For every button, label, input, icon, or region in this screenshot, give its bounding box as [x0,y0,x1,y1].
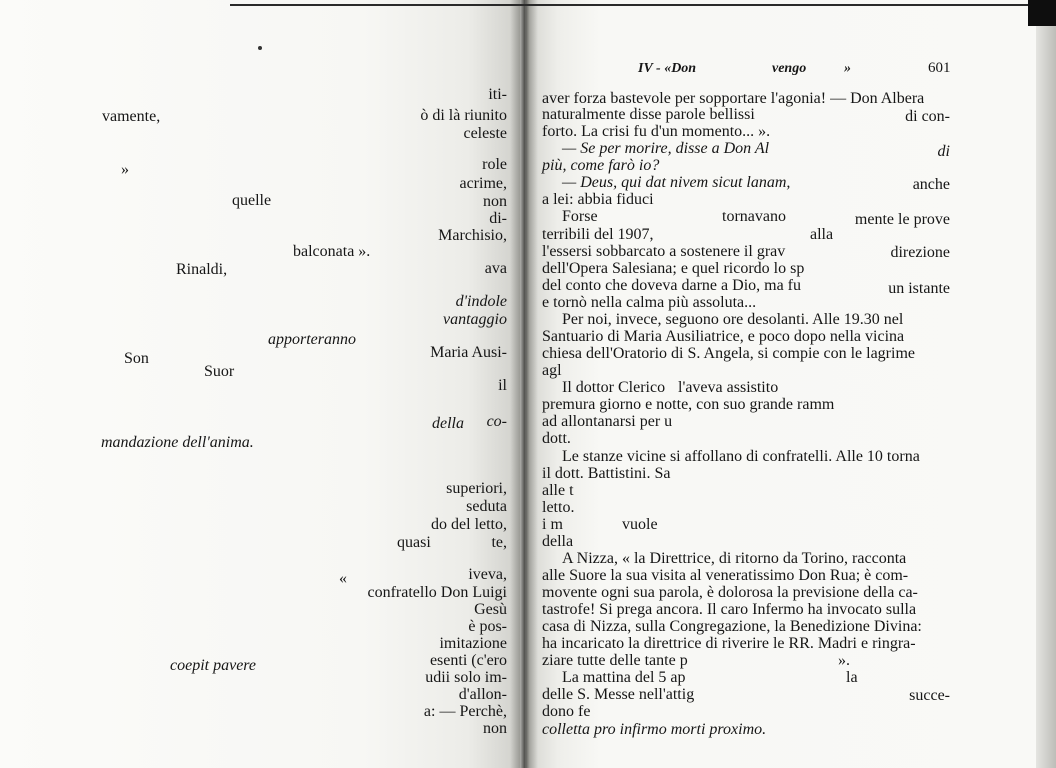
left-fragment: coepit pavere [170,657,257,674]
text-line: naturalmente disse parole bellissi [542,106,755,123]
text-line: di con- [905,108,950,125]
text-line: Il dottor Clerico [562,379,666,396]
left-line: quasi [397,534,431,551]
text-line: ziare tutte delle tante p [542,652,688,669]
text-line: aver forza bastevole per sopportare l'agonia! — Don Albera [542,90,925,107]
left-line-right: è pos- [468,618,507,635]
text-line: alle t [542,482,574,499]
left-line-right: a: — Perchè, [423,703,507,720]
text-line: — Se per morire, disse a Don Al [562,140,770,157]
text-line: movente ogni sua parola, è dolorosa la previsione della ca- [542,584,918,601]
running-head-chapter: IV - «Don [638,61,697,76]
text-line: vuole [622,516,658,533]
text-line: succe- [909,687,950,704]
text-line: della [542,533,574,550]
text-line: mente le prove [854,211,950,228]
left-fragment: Son [124,350,149,367]
left-line-right: non [483,193,507,210]
text-line: A Nizza, « la Direttrice, di ritorno da Torino, racconta [562,550,907,567]
text-line: delle S. Messe nell'attig [542,686,695,703]
left-line-right: celeste [463,125,507,142]
left-line-right: d'allon- [458,686,507,703]
text-line: dott. [542,430,571,447]
running-head-word: vengo [772,61,807,76]
scan-corner [1028,0,1056,26]
left-line-right: il [498,377,507,394]
text-line: Santuario di Maria Ausiliatrice, e poco dopo nella vicina [542,328,905,345]
text-line: l'aveva assistito [678,379,779,396]
left-fragment: « [339,570,347,587]
text-line: — Deus, qui dat nivem sicut lanam, [562,174,791,191]
left-fragment: » [121,161,129,178]
left-fragment: Suor [204,363,235,380]
left-line-right: di- [489,210,507,227]
left-line-right: iveva, [468,566,507,583]
left-line-right: imitazione [439,635,507,652]
text-line: tornavano [722,208,786,225]
left-line-right: superiori, [446,480,507,497]
left-fragment: quelle [232,192,272,209]
text-line: un istante [888,280,950,297]
text-line: Forse [562,208,598,225]
text-line: ad allontanarsi per u [542,413,673,430]
ink-speck [258,46,262,50]
left-line-right: Maria Ausi- [430,344,507,361]
text-line: il dott. Battistini. Sa [542,465,671,482]
text-line: premura giorno e notte, con suo grande ramm [542,396,835,413]
left-line-right: iti- [488,86,507,103]
left-line-right: ò di là riunito [420,107,507,124]
left-line-right: te, [491,534,507,551]
text-line: terribili del 1907, [542,226,654,243]
left-fragment: apporteranno [268,331,356,348]
text-line: tastrofe! Si prega ancora. Il caro Infermo ha invocato sulla [542,601,917,618]
text-line: Le stanze vicine si affollano di confratelli. Alle 10 torna [562,448,920,465]
text-line: l'essersi sobbarcato a sostenere il grav [542,243,786,260]
text-line: agl [542,362,562,379]
left-fragment: vamente, [102,108,161,125]
left-line-right: ava [484,260,507,277]
left-line-right: role [482,156,507,173]
text-line: dell'Opera Salesiana; e quel ricordo lo sp [542,260,805,277]
text-line: casa di Nizza, sulla Congregazione, la Benedizione Divina: [542,618,922,635]
text-line: e tornò nella calma più assoluta... [542,294,757,311]
left-line-right: Marchisio, [438,227,507,244]
left-line-right: confratello Don Luigi [367,584,507,601]
text-line: più, come farò io? [542,157,660,174]
text-line: ». [838,652,850,669]
text-line: anche [912,176,950,193]
page-number: 601 [928,60,951,76]
left-line-right: vantaggio [443,311,507,328]
left-fragment: della [432,415,464,432]
text-line: letto. [542,499,575,516]
text-line: di [937,143,950,160]
left-line-right: seduta [466,498,507,515]
left-line-right: co- [486,413,507,430]
text-line: alle Suore la sua visita al veneratissimo Don Rua; è com- [542,567,909,584]
text-line: dono fe [542,703,591,720]
text-line: Per noi, invece, seguono ore desolanti. Alle 19.30 nel [562,311,904,328]
left-line-right: d'indole [455,293,507,310]
left-line-right: Gesù [474,601,507,618]
running-head-close: » [844,61,851,76]
text-line: forto. La crisi fu d'un momento... ». [542,123,771,140]
left-fragment: Rinaldi, [176,261,228,278]
left-line-right: esenti (c'ero [429,652,507,669]
text-line: chiesa dell'Oratorio di S. Angela, si compie con le lagrime [542,345,915,362]
text-line: i m [542,516,563,533]
left-line-right: do del letto, [431,516,507,533]
left-fragment: mandazione dell'anima. [101,434,254,451]
left-line-right: non [483,720,507,737]
text-line: ha incaricato la direttrice di riverire le RR. Madri e ringra- [542,635,916,652]
left-fragment: balconata ». [293,243,371,260]
book-gutter [510,0,538,768]
page-top-edge [230,4,1030,6]
text-line: direzione [890,244,950,261]
text-line: del conto che doveva darne a Dio, ma fu [542,277,802,294]
text-line: la [846,669,858,686]
scan-right-border [1036,26,1056,768]
left-line-right: udii solo im- [425,669,507,686]
text-line: La mattina del 5 ap [562,669,686,686]
text-line: alla [810,226,834,243]
text-line: colletta pro infirmo morti proximo. [542,721,767,738]
text-line: a lei: abbia fiduci [542,191,654,208]
left-line-right: acrime, [459,175,507,192]
